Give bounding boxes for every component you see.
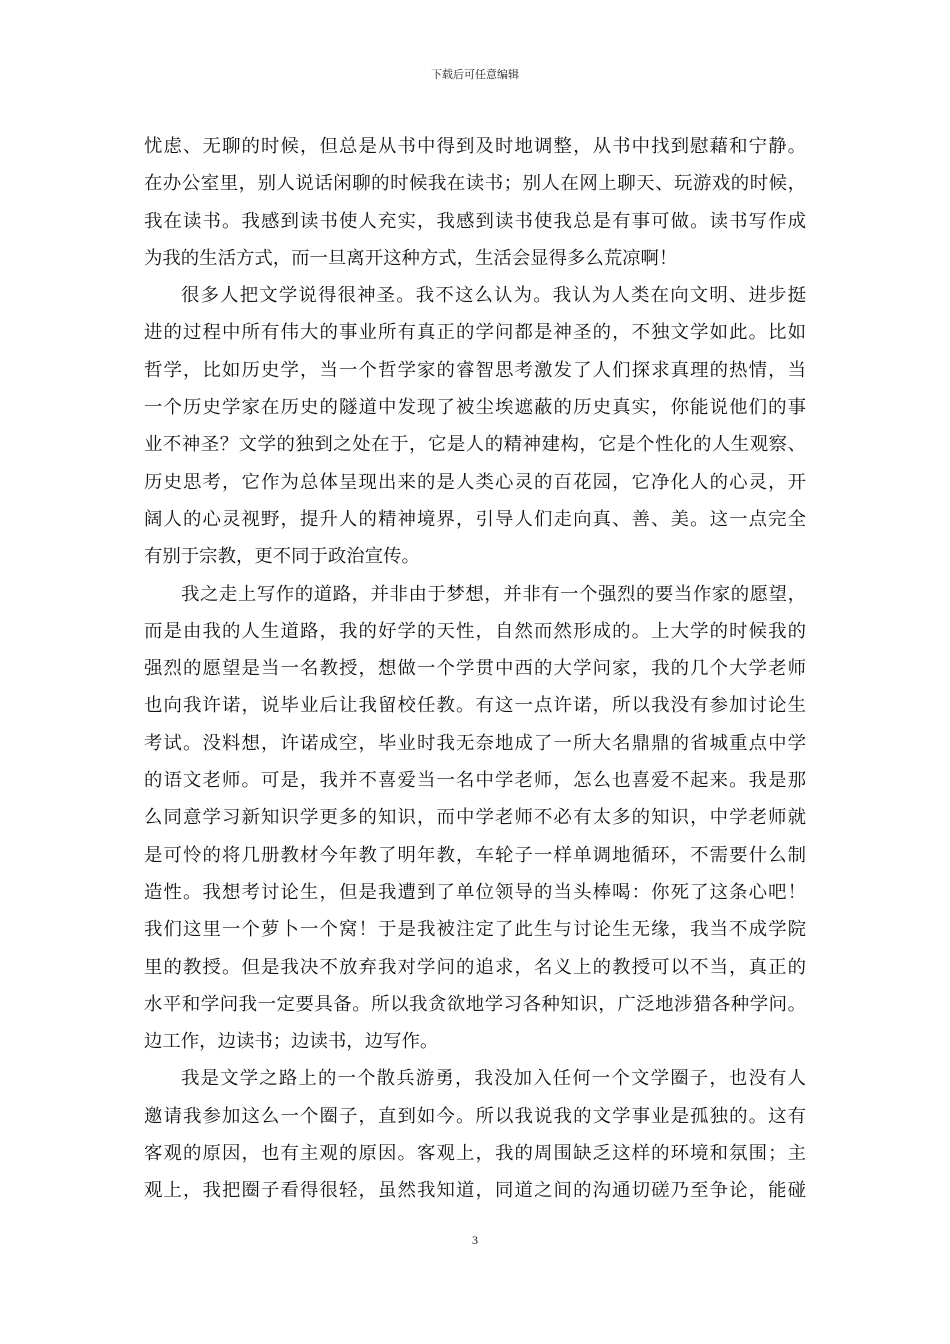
text-line: 边工作，边读书；边读书，边写作。	[144, 1031, 439, 1053]
text-line: 里的教授。但是我决不放弃我对学问的追求，名义上的教授可以不当，真正的	[144, 956, 806, 978]
text-line: 为我的生活方式，而一旦离开这种方式，生活会显得多么荒凉啊！	[144, 247, 678, 269]
text-line: 进的过程中所有伟大的事业所有真正的学问都是神圣的，不独文学如此。比如	[144, 322, 806, 344]
text-line: 客观的原因，也有主观的原因。客观上，我的周围缺乏这样的环境和氛围；主	[144, 1143, 806, 1165]
body-text	[144, 128, 806, 1210]
text-line: 也向我许诺，说毕业后让我留校任教。有这一点许诺，所以我没有参加讨论生	[144, 695, 806, 717]
page-header: 下载后可任意编辑	[431, 68, 519, 81]
text-line: 水平和学问我一定要具备。所以我贪欲地学习各种知识，广泛地涉猎各种学问。	[144, 993, 806, 1015]
text-line: 历史思考，它作为总体呈现出来的是人类心灵的百花园，它净化人的心灵，开	[144, 471, 806, 493]
text-line: 很多人把文学说得很神圣。我不这么认为。我认为人类在向文明、进步挺	[181, 285, 806, 307]
text-line: 强烈的愿望是当一名教授，想做一个学贯中西的大学问家，我的几个大学老师	[144, 658, 806, 680]
text-line: 我们这里一个萝卜一个窝！于是我被注定了此生与讨论生无缘，我当不成学院	[144, 919, 806, 941]
text-line: 考试。没料想，许诺成空，毕业时我无奈地成了一所大名鼎鼎的省城重点中学	[144, 732, 806, 754]
text-line: 是可怜的将几册教材今年教了明年教，车轮子一样单调地循环，不需要什么制	[144, 844, 806, 866]
text-line: 造性。我想考讨论生，但是我遭到了单位领导的当头棒喝：你死了这条心吧！	[144, 881, 806, 903]
page-number: 3	[472, 1233, 478, 1247]
text-line: 么同意学习新知识学更多的知识，而中学老师不必有太多的知识，中学老师就	[144, 807, 806, 829]
text-line: 一个历史学家在历史的隧道中发现了被尘埃遮蔽的历史真实，你能说他们的事	[144, 397, 806, 419]
text-line: 阔人的心灵视野，提升人的精神境界，引导人们走向真、善、美。这一点完全	[144, 508, 806, 530]
text-line: 我之走上写作的道路，并非由于梦想，并非有一个强烈的要当作家的愿望，	[181, 583, 806, 605]
text-line: 忧虑、无聊的时候，但总是从书中得到及时地调整，从书中找到慰藉和宁静。	[144, 136, 806, 157]
text-line: 邀请我参加这么一个圈子，直到如今。所以我说我的文学事业是孤独的。这有	[144, 1105, 806, 1127]
text-line: 哲学，比如历史学，当一个哲学家的睿智思考激发了人们探求真理的热情，当	[144, 359, 806, 381]
text-line: 在办公室里，别人说话闲聊的时候我在读书；别人在网上聊天、玩游戏的时候，	[144, 173, 806, 195]
text-line: 我在读书。我感到读书使人充实，我感到读书使我总是有事可做。读书写作成	[144, 210, 806, 232]
text-line: 有别于宗教，更不同于政治宣传。	[144, 546, 420, 568]
text-line: 的语文老师。可是，我并不喜爱当一名中学老师，怎么也喜爱不起来。我是那	[144, 770, 806, 792]
text-line: 观上，我把圈子看得很轻，虽然我知道，同道之间的沟通切磋乃至争论，能碰	[144, 1180, 806, 1202]
text-line: 而是由我的人生道路，我的好学的天性，自然而然形成的。上大学的时候我的	[144, 620, 806, 642]
text-line: 业不神圣？文学的独到之处在于，它是人的精神建构，它是个性化的人生观察、	[144, 434, 806, 456]
text-line: 我是文学之路上的一个散兵游勇，我没加入任何一个文学圈子，也没有人	[181, 1068, 806, 1090]
